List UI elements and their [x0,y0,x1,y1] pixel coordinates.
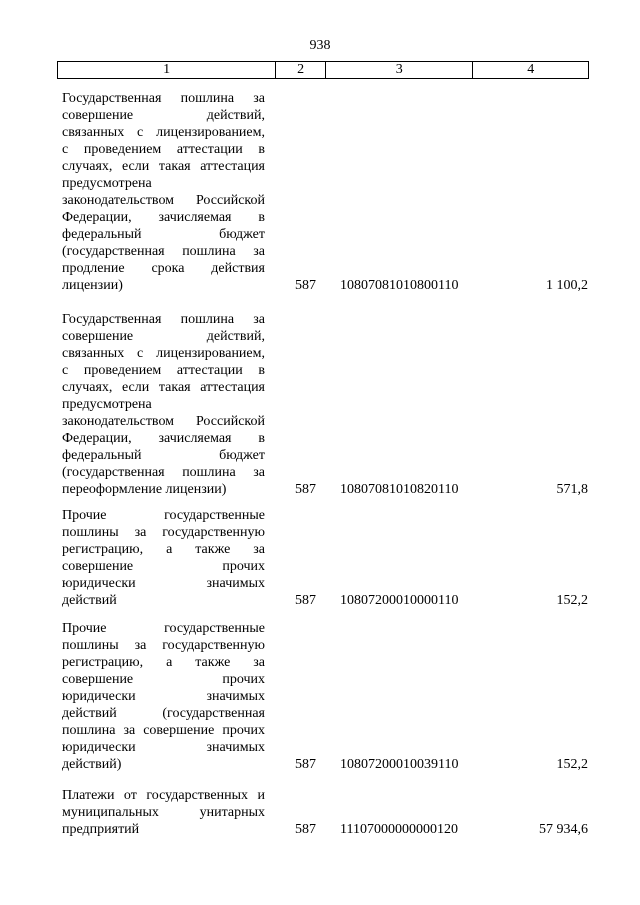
description-line: федеральный бюджет [62,448,265,463]
column-header-2: 2 [275,62,325,78]
description-line: с проведением аттестации в [62,363,265,378]
page-number: 938 [309,38,331,53]
description-line: действий [62,593,117,608]
amount: 57 934,6 [539,822,588,837]
row-description [62,311,265,498]
admin-code: 587 [295,278,316,293]
description-line: связанных с лицензированием, [62,346,265,361]
budget-classification-code: 10807081010800110 [340,278,459,293]
description-line: юридически значимых [62,689,265,704]
description-line: (государственная пошлина за [62,465,265,480]
description-line: связанных с лицензированием, [62,125,265,140]
description-line: Федерации, зачисляемая в [62,210,265,225]
description-line: совершение действий, [62,108,265,123]
budget-classification-code: 10807200010000110 [340,593,459,608]
description-line: совершение действий, [62,329,265,344]
description-line: Государственная пошлина за [62,91,265,106]
row-description [62,620,265,773]
amount: 571,8 [556,482,588,497]
description-line: регистрацию, а также за [62,655,265,670]
description-line: лицензии) [62,278,123,293]
table-column-header [57,61,589,79]
description-line: Государственная пошлина за [62,312,265,327]
description-line: случаях, если такая аттестация [62,380,265,395]
description-line: предприятий [62,822,140,837]
description-line: юридически значимых [62,576,265,591]
description-line: Прочие государственные [62,621,265,636]
description-line: Прочие государственные [62,508,265,523]
description-line: законодательством Российской [62,414,265,429]
description-line: пошлины за государственную [62,525,265,540]
description-line: совершение прочих [62,672,265,687]
description-line: муниципальных унитарных [62,805,265,820]
column-header-4: 4 [472,62,588,78]
column-header-1: 1 [163,62,171,77]
row-description [62,90,265,294]
admin-code: 587 [295,593,316,608]
description-line: совершение прочих [62,559,265,574]
column-header-3: 3 [325,62,472,78]
admin-code: 587 [295,482,316,497]
description-line: действий) [62,757,122,772]
description-line: случаях, если такая аттестация [62,159,265,174]
description-line: Платежи от государственных и [62,788,265,803]
amount: 152,2 [556,593,588,608]
amount: 1 100,2 [546,278,588,293]
amount: 152,2 [556,757,588,772]
description-line: переоформление лицензии) [62,482,227,497]
description-line: юридически значимых [62,740,265,755]
description-line: пошлина за совершение прочих [62,723,265,738]
budget-classification-code: 10807200010039110 [340,757,459,772]
description-line: предусмотрена [62,397,152,412]
description-line: (государственная пошлина за [62,244,265,259]
description-line: регистрацию, а также за [62,542,265,557]
admin-code: 587 [295,757,316,772]
row-description [62,787,265,838]
description-line: действий (государственная [62,706,265,721]
description-line: Федерации, зачисляемая в [62,431,265,446]
row-description [62,507,265,609]
description-line: федеральный бюджет [62,227,265,242]
description-line: законодательством Российской [62,193,265,208]
admin-code: 587 [295,822,316,837]
budget-classification-code: 11107000000000120 [340,822,458,837]
description-line: продление срока действия [62,261,265,276]
description-line: пошлины за государственную [62,638,265,653]
description-line: с проведением аттестации в [62,142,265,157]
budget-classification-code: 10807081010820110 [340,482,459,497]
description-line: предусмотрена [62,176,152,191]
